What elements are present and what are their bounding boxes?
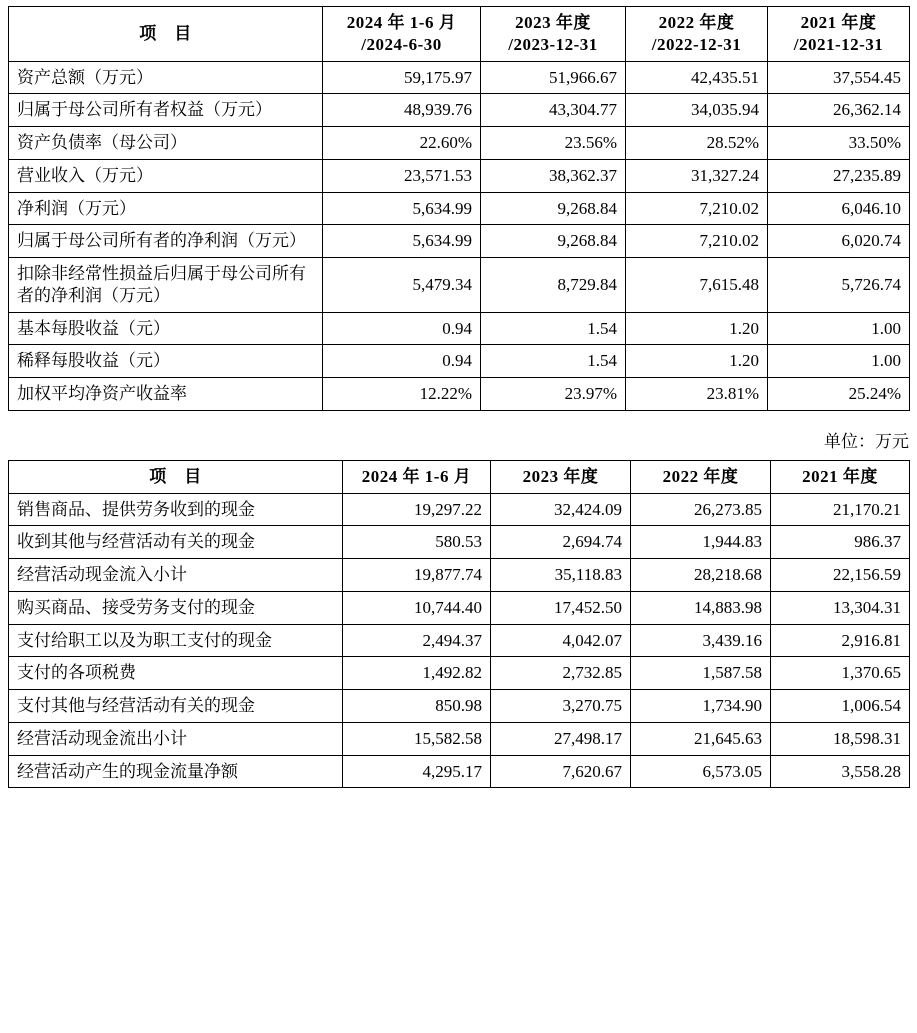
row-value-col3: 26,273.85: [631, 493, 771, 526]
row-value-col2: 2,732.85: [491, 657, 631, 690]
row-value-col2: 1.54: [481, 312, 626, 345]
table-row: [9, 526, 910, 559]
table2-header: [9, 460, 910, 493]
table-row: [9, 493, 910, 526]
row-item-label: 购买商品、接受劳务支付的现金: [9, 591, 343, 624]
row-value-col1: 5,479.34: [323, 258, 481, 313]
table1-header-col1-line2: /2024-6-30: [361, 34, 442, 54]
row-value-col4: 27,235.89: [768, 159, 910, 192]
table1-header-col1: [323, 7, 481, 62]
table-row: [9, 258, 910, 313]
row-value-col3: 7,210.02: [626, 225, 768, 258]
table-row: [9, 378, 910, 411]
row-value-col4: 21,170.21: [771, 493, 910, 526]
row-value-col4: 2,916.81: [771, 624, 910, 657]
row-item-label: 支付给职工以及为职工支付的现金: [9, 624, 343, 657]
row-value-col3: 1,734.90: [631, 690, 771, 723]
table1-header-col4: [768, 7, 910, 62]
row-value-col1: 23,571.53: [323, 159, 481, 192]
row-item-label: 支付其他与经营活动有关的现金: [9, 690, 343, 723]
row-value-col3: 6,573.05: [631, 755, 771, 788]
row-item-label: 支付的各项税费: [9, 657, 343, 690]
table1-header-col2: [481, 7, 626, 62]
table1-header-col3-line1: 2022 年度: [658, 13, 735, 32]
row-value-col2: 3,270.75: [491, 690, 631, 723]
row-value-col4: 1.00: [768, 345, 910, 378]
row-value-col2: 43,304.77: [481, 94, 626, 127]
table-row: [9, 657, 910, 690]
table-row: [9, 94, 910, 127]
row-value-col1: 48,939.76: [323, 94, 481, 127]
table-row: [9, 61, 910, 94]
row-value-col2: 9,268.84: [481, 225, 626, 258]
row-value-col3: 14,883.98: [631, 591, 771, 624]
table1-header-col3-line2: /2022-12-31: [651, 34, 742, 54]
row-value-col3: 42,435.51: [626, 61, 768, 94]
row-value-col4: 18,598.31: [771, 722, 910, 755]
row-value-col1: 1,492.82: [343, 657, 491, 690]
row-value-col1: 4,295.17: [343, 755, 491, 788]
row-item-label: 净利润（万元）: [9, 192, 323, 225]
table-row: [9, 722, 910, 755]
table-row: [9, 225, 910, 258]
financial-summary-table: [8, 6, 910, 411]
row-value-col3: 31,327.24: [626, 159, 768, 192]
table-row: [9, 690, 910, 723]
row-value-col1: 12.22%: [323, 378, 481, 411]
row-value-col2: 27,498.17: [491, 722, 631, 755]
table1-header-col3: [626, 7, 768, 62]
row-value-col1: 10,744.40: [343, 591, 491, 624]
row-value-col3: 23.81%: [626, 378, 768, 411]
unit-note: 单位：万元: [824, 431, 909, 451]
row-value-col4: 25.24%: [768, 378, 910, 411]
table1-header: [9, 7, 910, 62]
row-value-col4: 37,554.45: [768, 61, 910, 94]
table-row: [9, 624, 910, 657]
row-item-label: 扣除非经常性损益后归属于母公司所有者的净利润（万元）: [9, 258, 323, 313]
row-value-col3: 1.20: [626, 345, 768, 378]
row-value-col3: 1,587.58: [631, 657, 771, 690]
row-value-col4: 6,020.74: [768, 225, 910, 258]
table1-header-col4-line2: /2021-12-31: [793, 34, 884, 54]
row-value-col1: 580.53: [343, 526, 491, 559]
row-item-label: 销售商品、提供劳务收到的现金: [9, 493, 343, 526]
row-value-col1: 0.94: [323, 312, 481, 345]
row-value-col3: 28,218.68: [631, 559, 771, 592]
row-item-label: 资产负债率（母公司）: [9, 127, 323, 160]
row-value-col2: 17,452.50: [491, 591, 631, 624]
row-value-col4: 22,156.59: [771, 559, 910, 592]
row-value-col2: 23.56%: [481, 127, 626, 160]
row-value-col1: 22.60%: [323, 127, 481, 160]
row-value-col2: 23.97%: [481, 378, 626, 411]
row-item-label: 收到其他与经营活动有关的现金: [9, 526, 343, 559]
row-value-col1: 19,877.74: [343, 559, 491, 592]
row-value-col3: 7,615.48: [626, 258, 768, 313]
table-row: [9, 127, 910, 160]
table-row: [9, 755, 910, 788]
row-value-col3: 1,944.83: [631, 526, 771, 559]
row-value-col2: 1.54: [481, 345, 626, 378]
table2-header-col2: 2023 年度: [491, 460, 631, 493]
row-value-col3: 21,645.63: [631, 722, 771, 755]
row-value-col4: 1,006.54: [771, 690, 910, 723]
table2-body: [9, 493, 910, 788]
row-item-label: 加权平均净资产收益率: [9, 378, 323, 411]
table-header-row: [9, 7, 910, 62]
row-item-label: 基本每股收益（元）: [9, 312, 323, 345]
table1-header-item: 项 目: [9, 7, 323, 62]
row-value-col2: 38,362.37: [481, 159, 626, 192]
table2-header-col1: 2024 年 1-6 月: [343, 460, 491, 493]
table-row: [9, 192, 910, 225]
row-item-label: 经营活动现金流出小计: [9, 722, 343, 755]
row-value-col3: 3,439.16: [631, 624, 771, 657]
row-value-col4: 3,558.28: [771, 755, 910, 788]
row-value-col1: 15,582.58: [343, 722, 491, 755]
row-value-col1: 0.94: [323, 345, 481, 378]
row-value-col1: 19,297.22: [343, 493, 491, 526]
table-header-row: [9, 460, 910, 493]
row-value-col1: 2,494.37: [343, 624, 491, 657]
row-value-col4: 26,362.14: [768, 94, 910, 127]
table1-header-col2-line1: 2023 年度: [515, 13, 591, 32]
row-value-col2: 35,118.83: [491, 559, 631, 592]
row-value-col4: 13,304.31: [771, 591, 910, 624]
row-value-col2: 4,042.07: [491, 624, 631, 657]
table-row: [9, 159, 910, 192]
table-row: [9, 591, 910, 624]
table1-header-col2-line2: /2023-12-31: [508, 34, 598, 54]
row-value-col2: 7,620.67: [491, 755, 631, 788]
row-value-col1: 5,634.99: [323, 225, 481, 258]
row-value-col1: 5,634.99: [323, 192, 481, 225]
table-row: [9, 312, 910, 345]
row-item-label: 稀释每股收益（元）: [9, 345, 323, 378]
row-value-col2: 8,729.84: [481, 258, 626, 313]
table2-header-col4: 2021 年度: [771, 460, 910, 493]
row-value-col2: 51,966.67: [481, 61, 626, 94]
table-row: [9, 559, 910, 592]
row-value-col4: 986.37: [771, 526, 910, 559]
table1-body: [9, 61, 910, 410]
cash-flow-table: [8, 460, 910, 789]
row-item-label: 资产总额（万元）: [9, 61, 323, 94]
table1-header-col4-line1: 2021 年度: [800, 13, 877, 32]
row-value-col4: 1,370.65: [771, 657, 910, 690]
table-row: [9, 345, 910, 378]
row-value-col2: 9,268.84: [481, 192, 626, 225]
row-value-col4: 33.50%: [768, 127, 910, 160]
row-item-label: 归属于母公司所有者的净利润（万元）: [9, 225, 323, 258]
row-item-label: 归属于母公司所有者权益（万元）: [9, 94, 323, 127]
table2-header-col3: 2022 年度: [631, 460, 771, 493]
table1-header-col1-line1: 2024 年 1-6 月: [346, 13, 457, 32]
table2-header-item: 项 目: [9, 460, 343, 493]
row-value-col3: 1.20: [626, 312, 768, 345]
row-value-col4: 6,046.10: [768, 192, 910, 225]
row-value-col3: 7,210.02: [626, 192, 768, 225]
row-value-col3: 34,035.94: [626, 94, 768, 127]
row-item-label: 经营活动现金流入小计: [9, 559, 343, 592]
row-value-col3: 28.52%: [626, 127, 768, 160]
row-value-col4: 1.00: [768, 312, 910, 345]
row-value-col4: 5,726.74: [768, 258, 910, 313]
row-item-label: 经营活动产生的现金流量净额: [9, 755, 343, 788]
row-value-col1: 59,175.97: [323, 61, 481, 94]
row-value-col2: 32,424.09: [491, 493, 631, 526]
row-value-col2: 2,694.74: [491, 526, 631, 559]
row-value-col1: 850.98: [343, 690, 491, 723]
row-item-label: 营业收入（万元）: [9, 159, 323, 192]
